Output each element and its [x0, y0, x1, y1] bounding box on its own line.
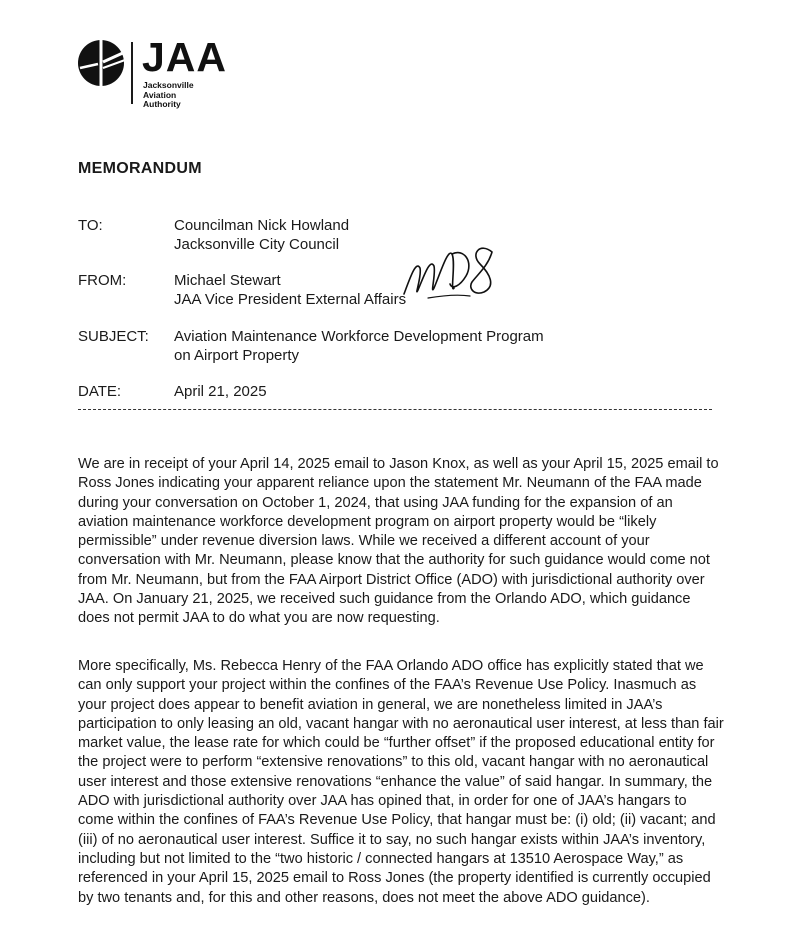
- body-paragraph-1: We are in receipt of your April 14, 2025 email to Jason Knox, as well as your April 15, 2025 email to Ross Jones indicating your apparent reliance upon the statement Mr. Neumann of the FAA made during your conversation on October 1, 2024, that using JAA funding for the expansion of an aviation maintenance workforce development program on airport property would be “likely permissible” under revenue diversion laws. While we received a different account of your conversation with Mr. Neumann, please know that the authority for such guidance would come not from Mr. Neumann, but from the FAA Airport District Office (ADO) with jurisdictional authority over JAA. On January 21, 2025, we received such guidance from the Orlando ADO, which guidance does not permit JAA to do what you are now requesting.: [78, 456, 719, 627]
- header-divider: [78, 409, 712, 410]
- from-value: Michael Stewart JAA Vice President External Affairs: [174, 272, 407, 308]
- logo-subtitle: Jacksonville Aviation Authority: [143, 80, 194, 110]
- logo-wordmark: JAA: [142, 34, 228, 80]
- from-label: FROM:: [78, 272, 127, 289]
- memo-title: MEMORANDUM: [78, 160, 202, 177]
- to-value: Councilman Nick Howland Jacksonville City Council: [174, 217, 350, 253]
- subject-label: SUBJECT:: [78, 328, 149, 345]
- jaa-emblem-icon: [76, 38, 126, 88]
- logo-divider: [131, 42, 133, 104]
- to-label: TO:: [78, 217, 103, 234]
- body-paragraph-2: More specifically, Ms. Rebecca Henry of the FAA Orlando ADO office has explicitly stated that we can only support your project within the confines of the FAA’s Revenue Use Policy. Inasmuch as your project does appear to benefit aviation in general, we are nonetheless limited in JAA’s participation to only leasing an old, vacant hangar with no aeronautical user interest, at less than fair market value, the lease rate for which could be “further offset” if the proposed educational entity for the project were to perform “extensive renovations” to this old, vacant hangar with no aeronautical user interest and those extensive renovations “enhance the value” of said hangar. In summary, the ADO with jurisdictional authority over JAA has opined that, in order for one of JAA’s hangars to come within the confines of FAA’s Revenue Use Policy, that hangar must be: (i) old; (ii) vacant; and (iii) of no aeronautical user interest. Suffice it to say, no such hangar exists within JAA’s inventory, including but not limited to the “two historic / connected hangars at 13510 Aerospace Way,” as referenced in your April 15, 2025 email to Ross Jones (the property identified is currently occupied by two tenants and, for this and other reasons, does not meet the above ADO guidance).: [78, 658, 724, 906]
- date-value: April 21, 2025: [174, 383, 267, 400]
- date-label: DATE:: [78, 383, 122, 400]
- signature-initials: [400, 238, 500, 308]
- subject-value: Aviation Maintenance Workforce Development Program on Airport Property: [174, 328, 544, 364]
